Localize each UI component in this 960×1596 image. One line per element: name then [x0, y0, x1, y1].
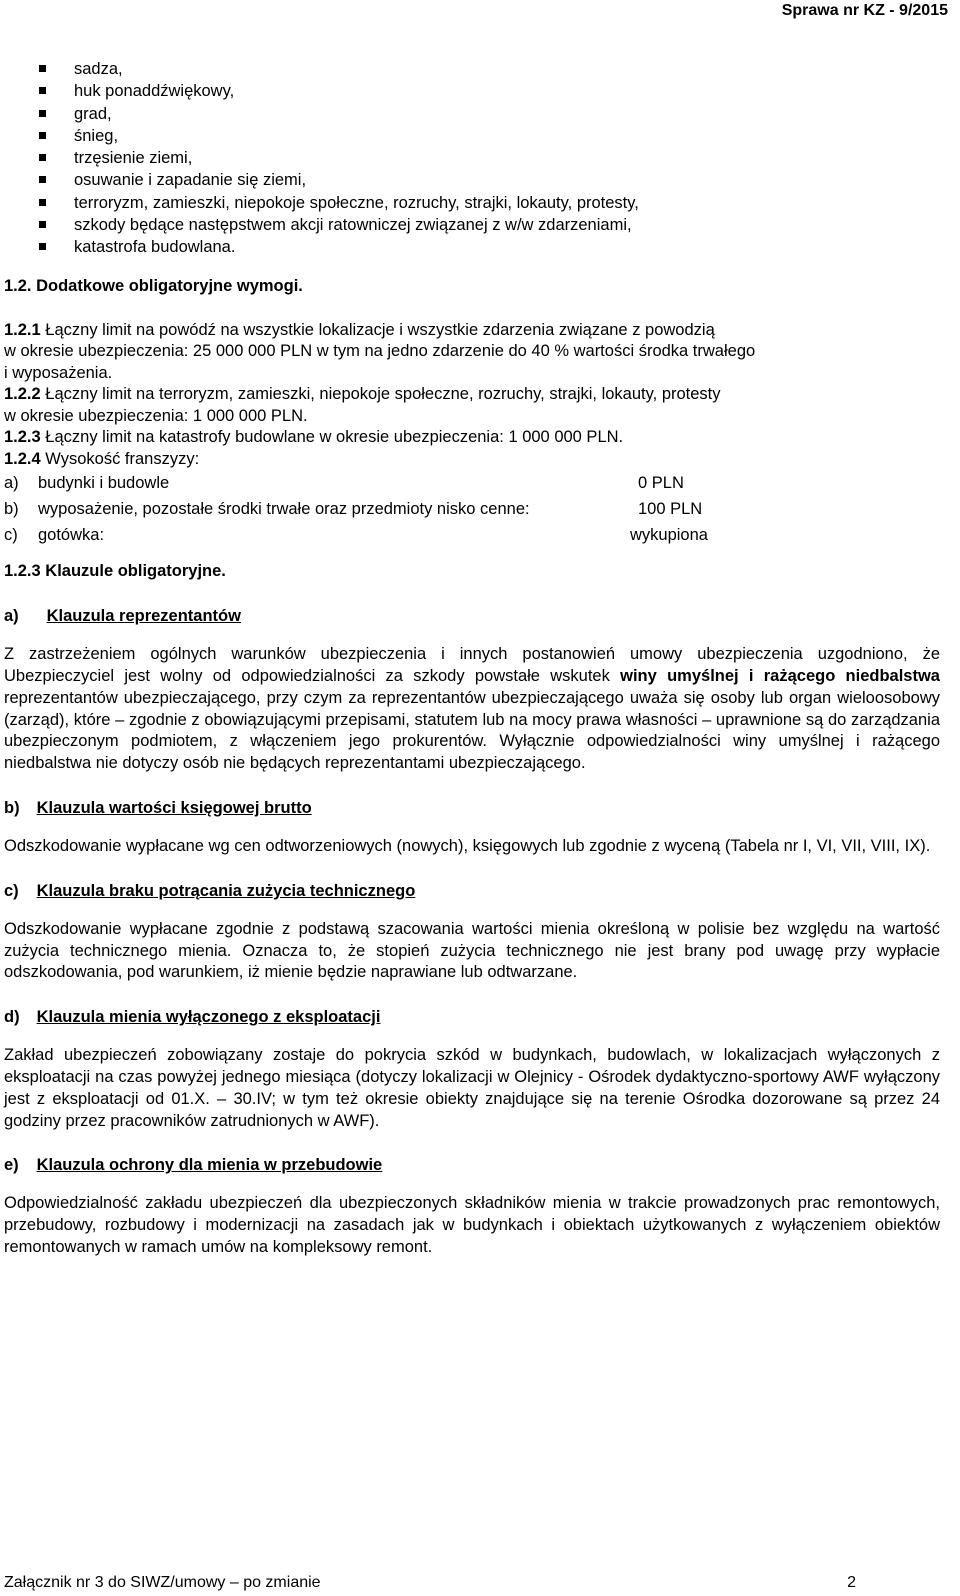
clause-c-text: Odszkodowanie wypłacane zgodnie z podstawą szacowania wartości mienia określoną w polisie bez względu na wartość zużycia technicznego mienia. Oznacza to, że stopień zużycia technicznego nie jest brany pod uwagę przy wypłacie odszkodowania, pod warunkiem, iż mienie będzie naprawiane lub odtwarzane.: [4, 919, 940, 982]
section-heading-clauses: 1.2.3 Klauzule obligatoryjne.: [4, 562, 226, 581]
clause-d-text: Zakład ubezpieczeń zobowiązany zostaje do pokrycia szkód w budynkach, budowlach, w lokalizacjach wyłączonych z eksploatacji na czas powyżej jednego miesiąca (dotyczy lokalizacji w Olejnicy - Ośrodek dydaktyczno-sportowy AWF wyłączony jest z eksploatacji od 01.X. – 30.IV; w tym też okresie obiekty znajdujące się na terenie Ośrodka dozorowane są przez 24 godziny przez pracowników zatrudnionych w AWF).: [4, 1046, 940, 1130]
clause-d-heading: d) Klauzula mienia wyłączonego z eksploatacji: [4, 1008, 381, 1027]
risk-bullet-list: [4, 58, 940, 259]
section-1-2-4: 1.2.4 Wysokość franszyzy: a) budynki i budowle 0 PLN b) wyposażenie, pozostałe środki trwałe oraz przedmioty nisko cenne: 100 PLN c) gotówka: wykupiona: [4, 449, 940, 549]
section-heading-1-2: 1.2. Dodatkowe obligatoryjne wymogi.: [4, 276, 303, 295]
document-page: [4, 58, 940, 1259]
bullet-square-icon: [39, 132, 46, 139]
bullet-item: grad,: [4, 103, 940, 125]
bullet-item: terroryzm, zamieszki, niepokoje społeczne, rozruchy, strajki, lokauty, protesty,: [4, 192, 940, 214]
section-1-2-3: 1.2.3 Łączny limit na katastrofy budowlane w okresie ubezpieczenia: 1 000 000 PLN.: [4, 428, 624, 447]
clause-b-heading: b) Klauzula wartości księgowej brutto: [4, 798, 312, 817]
clause-b-text: Odszkodowanie wypłacane wg cen odtworzeniowych (nowych), księgowych lub zgodnie z wyceną (Tabela nr I, VI, VII, VIII, IX).: [4, 836, 931, 855]
clause-e-text: Odpowiedzialność zakładu ubezpieczeń dla ubezpieczonych składników mienia w trakcie prowadzonych prac remontowych, przebudowy, rozbudowy i modernizacji na zasadach jak w budynkach i obiektach użytkowanych z wyłączeniem obiektów remontowanych w ramach umów na kompleksowy remont.: [4, 1194, 940, 1256]
section-1-2-1: 1.2.1 Łączny limit na powódź na wszystkie lokalizacje i wszystkie zdarzenia związane z powodzią w okresie ubezpieczenia: 25 000 000 PLN w tym na jedno zdarzenie do 40 % wartości środka trwałego i wyposażenia.: [4, 320, 756, 382]
bullet-item: trzęsienie ziemi,: [4, 147, 940, 169]
bullet-item: szkody będące następstwem akcji ratowniczej związanej z w/w zdarzeniami,: [4, 214, 940, 236]
bullet-item: sadza,: [4, 58, 940, 80]
clause-a-text: Z zastrzeżeniem ogólnych warunków ubezpieczenia i innych postanowień umowy ubezpieczenia uzgodniono, że Ubezpieczyciel jest wolny od odpowiedzialności za szkody powstałe wskutek winy umyślnej i rażącego niedbalstwa reprezentantów ubezpieczającego, przy czym za reprezentantów ubezpieczającego uważa się osoby lub organ wieloosobowy (zarząd), które – zgodnie z obowiązującymi przepisami, statutem lub na mocy prawa własności – uprawnione są do zarządzania ubezpieczonym podmiotem, z włączeniem jego prokurentów. Wyłącznie odpowiedzialności winy umyślnej i rażącego niedbalstwa nie dotyczy osób nie będących reprezentantami ubezpieczającego.: [4, 645, 940, 773]
bullet-square-icon: [39, 65, 46, 72]
bullet-square-icon: [39, 243, 46, 250]
bullet-item: huk ponaddźwiękowy,: [4, 80, 940, 102]
bullet-square-icon: [39, 87, 46, 94]
clause-c-heading: c) Klauzula braku potrącania zużycia technicznego: [4, 881, 416, 900]
footer-annex-label: Załącznik nr 3 do SIWZ/umowy – po zmianie: [4, 1574, 321, 1591]
clause-a-heading: a) Klauzula reprezentantów: [4, 607, 241, 626]
franchise-row: a) budynki i budowle 0 PLN: [4, 474, 684, 493]
bullet-item: osuwanie i zapadanie się ziemi,: [4, 169, 940, 191]
page-number: 2: [847, 1574, 856, 1591]
bullet-square-icon: [39, 221, 46, 228]
document-reference: Sprawa nr KZ - 9/2015: [781, 2, 948, 19]
clause-e-heading: e) Klauzula ochrony dla mienia w przebudowie: [4, 1156, 383, 1175]
section-1-2-2: 1.2.2 Łączny limit na terroryzm, zamieszki, niepokoje społeczne, rozruchy, strajki, lokauty, protesty w okresie ubezpieczenia: 1 000 000 PLN.: [4, 385, 721, 425]
bullet-square-icon: [39, 154, 46, 161]
page-footer: [4, 1574, 856, 1592]
franchise-row: b) wyposażenie, pozostałe środki trwałe oraz przedmioty nisko cenne: 100 PLN: [4, 500, 703, 519]
bullet-square-icon: [39, 199, 46, 206]
bullet-item: katastrofa budowlana.: [4, 236, 940, 258]
bullet-square-icon: [39, 110, 46, 117]
bullet-square-icon: [39, 176, 46, 183]
bullet-item: śnieg,: [4, 125, 940, 147]
franchise-row: c) gotówka: wykupiona: [4, 526, 708, 545]
